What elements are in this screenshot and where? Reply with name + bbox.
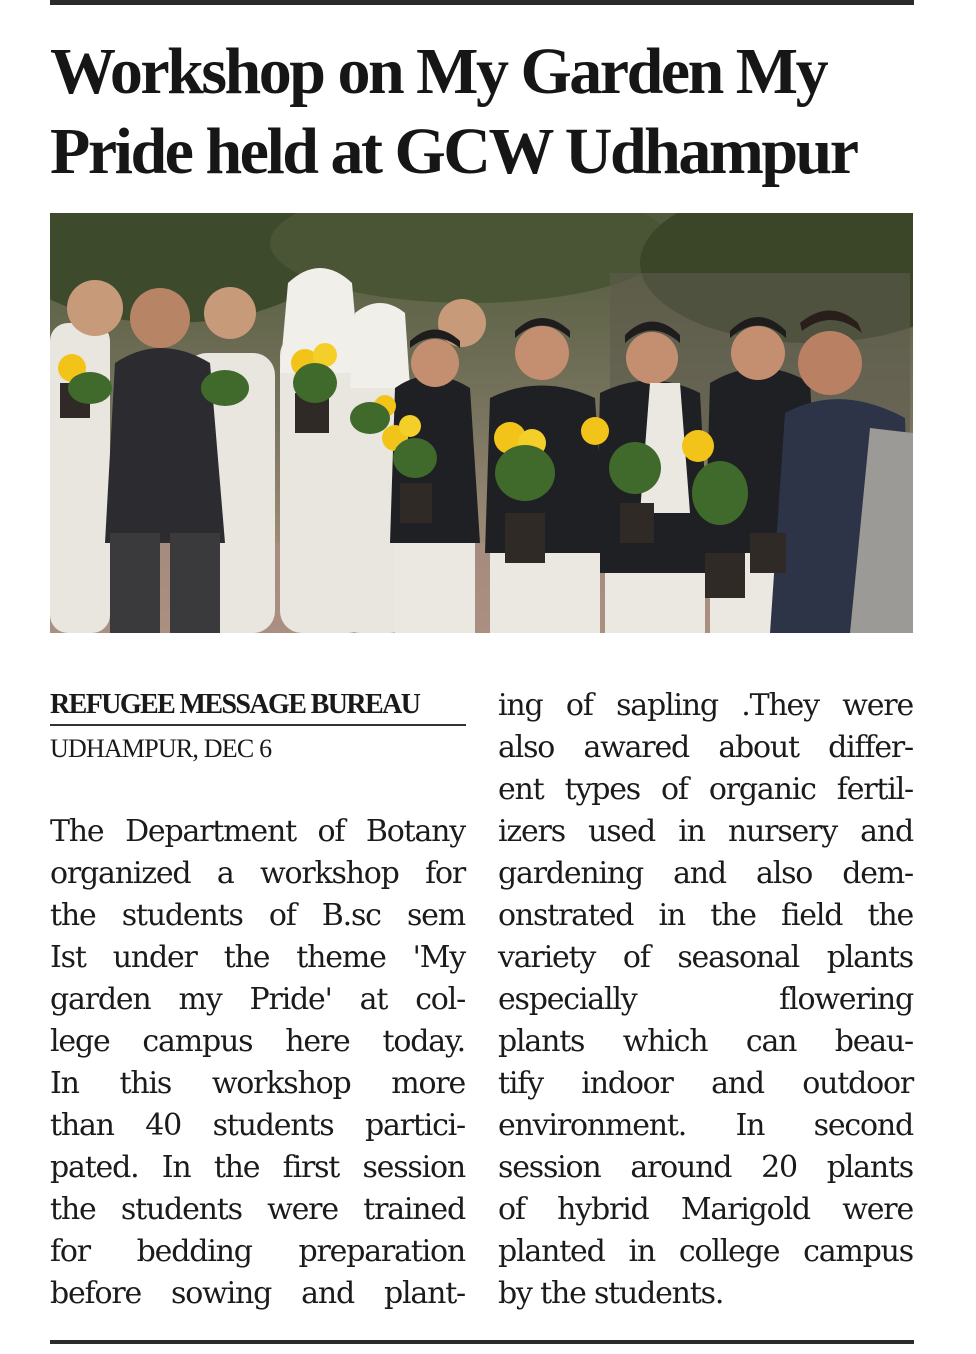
byline: REFUGEE MESSAGE BUREAU [50,689,420,720]
body-line: variety of seasonal plants [498,940,913,975]
body-line: organized a workshop for [50,856,465,891]
headline: Workshop on My Garden My Pride held at GCW Udhampur [50,35,857,188]
body-line: ing of sapling .They were [498,688,913,723]
body-line: gardening and also dem- [498,856,913,891]
body-line: The Department of Botany [50,814,465,849]
body-line: onstrated in the field the [498,898,913,933]
body-line: ent types of organic fertil- [498,772,913,807]
body-line: the students of B.sc sem [50,898,465,933]
body-line: In this workshop more [50,1066,465,1101]
body-line: tify indoor and outdoor [498,1066,913,1101]
dateline: UDHAMPUR, DEC 6 [50,734,272,763]
body-line: than 40 students partici- [50,1108,465,1143]
body-line: by the students. [498,1276,724,1311]
body-line: pated. In the first session [50,1150,465,1185]
body-line: especially flowering [498,982,913,1017]
body-line: also awared about differ- [498,730,913,765]
byline-rule [50,724,466,726]
body-line: planted in college campus [498,1234,913,1269]
body-line: before sowing and plant- [50,1276,465,1311]
right-column [498,685,913,1315]
body-line: izers used in nursery and [498,814,913,849]
body-line: plants which can beau- [498,1024,913,1059]
body-line: session around 20 plants [498,1150,913,1185]
body-line: garden my Pride' at col- [50,982,465,1017]
body-line: lege campus here today. [50,1024,465,1059]
top-rule [50,0,914,5]
bottom-rule [50,1340,914,1344]
left-column [50,811,465,1315]
body-line: Ist under the theme 'My [50,940,465,975]
body-line: of hybrid Marigold were [498,1192,913,1227]
body-line: environment. In second [498,1108,913,1143]
photo-illustration [50,213,913,633]
body-line: for bedding preparation [50,1234,465,1269]
article-photo [50,213,913,633]
body-line: the students were trained [50,1192,465,1227]
